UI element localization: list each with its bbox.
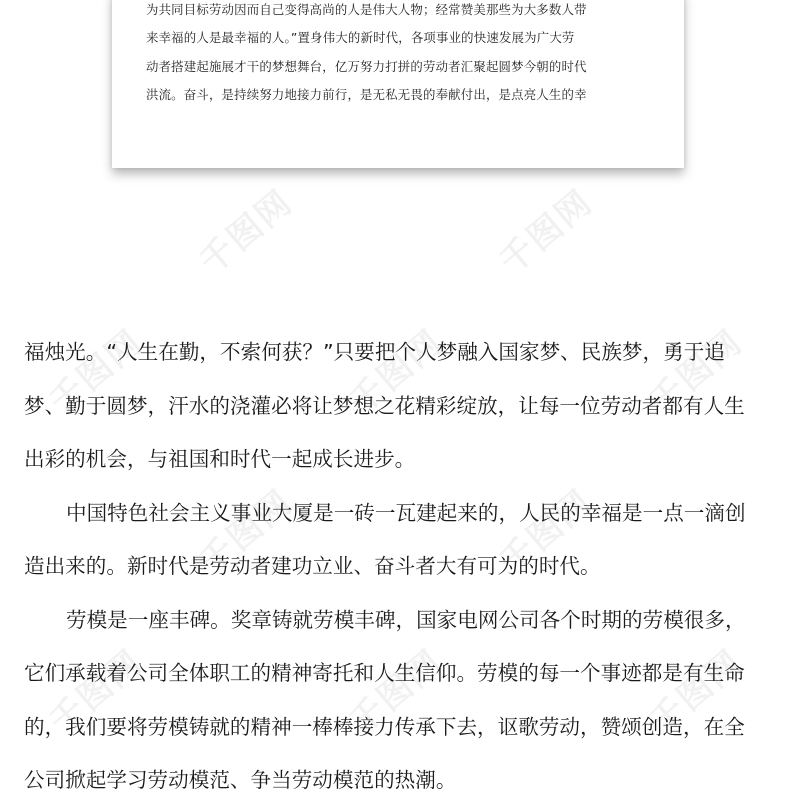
watermark: 千图网	[342, 642, 451, 743]
article-line: 中国特色社会主义事业大厦是一砖一瓦建起来的，人民的幸福是一点一滴创	[66, 500, 746, 525]
card-line: 动者搭建起施展才干的梦想舞台，亿万努力打拼的劳动者汇聚起圆梦今朝的时代	[146, 58, 587, 74]
article-line: 的，我们要将劳模铸就的精神一棒棒接力传承下去，讴歌劳动，赞颂创造，在全	[24, 714, 745, 739]
article-body	[24, 326, 784, 800]
document-page-card	[112, 0, 684, 168]
article-line: 梦、勤于圆梦，汗水的浇灌必将让梦想之花精彩绽放，让每一位劳动者都有人生	[24, 393, 745, 418]
article-line: 公司掀起学习劳动模范、争当劳动模范的热潮。	[24, 768, 457, 792]
watermark: 千图网	[492, 482, 601, 583]
card-line: 洪流。奋斗，是持续努力地接力前行，是无私无畏的奉献付出，是点亮人生的幸	[146, 87, 587, 103]
article-line: 福烛光。“人生在勤，不索何获？”只要把个人梦融入国家梦、民族梦，勇于追	[24, 340, 725, 364]
watermark: 千图网	[192, 482, 301, 583]
article-line: 它们承载着公司全体职工的精神寄托和人生信仰。劳模的每一个事迹都是有生命	[24, 661, 745, 685]
watermark: 千图网	[192, 182, 301, 283]
watermark: 千图网	[642, 322, 751, 423]
watermark: 千图网	[342, 322, 451, 423]
watermark: 千图网	[42, 642, 151, 743]
article-line: 出彩的机会，与祖国和时代一起成长进步。	[24, 447, 416, 471]
card-paragraph	[146, 0, 656, 110]
card-line: 为共同目标劳动因而自己变得高尚的人是伟大人物；经常赞美那些为大多数人带	[146, 2, 587, 17]
card-line: 来幸福的人是最幸福的人。”置身伟大的新时代，各项事业的快速发展为广大劳	[146, 30, 575, 46]
article-line: 造出来的。新时代是劳动者建功立业、奋斗者大有可为的时代。	[24, 554, 601, 578]
article-line: 劳模是一座丰碑。奖章铸就劳模丰碑，国家电网公司各个时期的劳模很多，	[66, 607, 746, 632]
watermark: 千图网	[492, 182, 601, 283]
watermark: 千图网	[42, 322, 151, 423]
watermark: 千图网	[642, 642, 751, 743]
